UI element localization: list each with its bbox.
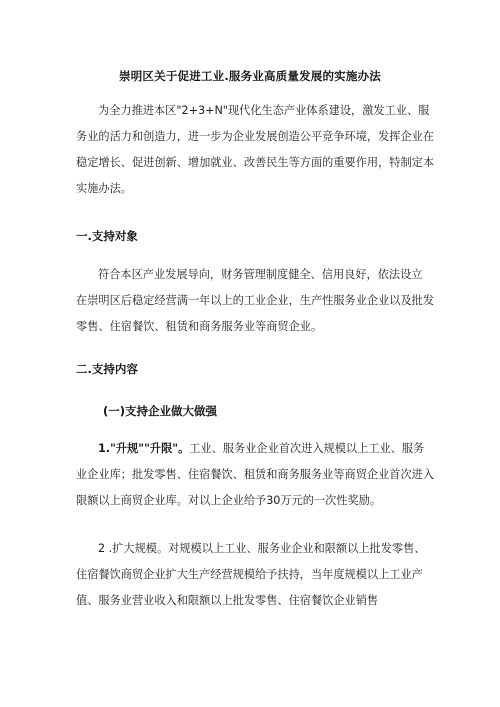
intro-line: 务业的活力和创造力，进一步为企业发展创造公平竞争环境，发挥企业在	[76, 130, 435, 143]
section-heading-support-targets: 一.支持对象	[76, 229, 138, 243]
document-title: 崇明区关于促进工业.服务业高质量发展的实施办法	[119, 69, 381, 83]
item-2-paragraph	[76, 536, 428, 614]
item-1-lead: 1."升规""升限"。	[98, 442, 190, 455]
intro-line: 为全力推进本区"2+3+N"现代化生态产业体系建设，激发工业、服	[98, 104, 430, 117]
item-2-line: 值、服务业营业收入和限额以上批发零售、住宿餐饮企业销售	[76, 594, 379, 607]
item-2-line: 对规模以上工业、服务业企业和限额以上批发零售、	[168, 542, 426, 555]
item-1-line: 业企业库；批发零售、住宿餐饮、租赁和商务服务业等商贸企业首次进入	[76, 468, 435, 481]
item-1-line: 限额以上商贸企业库。对以上企业给予30万元的一次性奖励。	[76, 494, 382, 507]
intro-line: 实施办法。	[76, 182, 132, 195]
item-2-lead: 2 .扩大规模。	[98, 542, 169, 555]
item-1-line: 工业、服务业企业首次进入规模以上工业、服务	[189, 442, 425, 455]
subheading-grow-enterprises: (一)支持企业做大做强	[103, 404, 218, 418]
item-2-first-line	[76, 536, 428, 562]
section-heading-support-content: 二.支持内容	[76, 362, 138, 376]
intro-paragraph	[76, 98, 435, 202]
support-targets-line: 在崇明区后稳定经营满一年以上的工业企业，生产性服务业企业以及批发	[76, 294, 435, 307]
intro-line: 稳定增长、促进创新、增加就业、改善民生等方面的重要作用，特制定本	[76, 156, 435, 169]
support-targets-line: 零售、住宿餐饮、租赁和商务服务业等商贸企业。	[76, 320, 323, 333]
item-1-paragraph	[76, 436, 435, 514]
item-1-first-line	[76, 436, 428, 462]
item-2-line: 住宿餐饮商贸企业扩大生产经营规模给予扶持，当年度规模以上工业产	[76, 568, 423, 581]
support-targets-line: 符合本区产业发展导向，财务管理制度健全、信用良好，依法设立	[98, 268, 423, 281]
support-targets-paragraph	[76, 262, 435, 340]
